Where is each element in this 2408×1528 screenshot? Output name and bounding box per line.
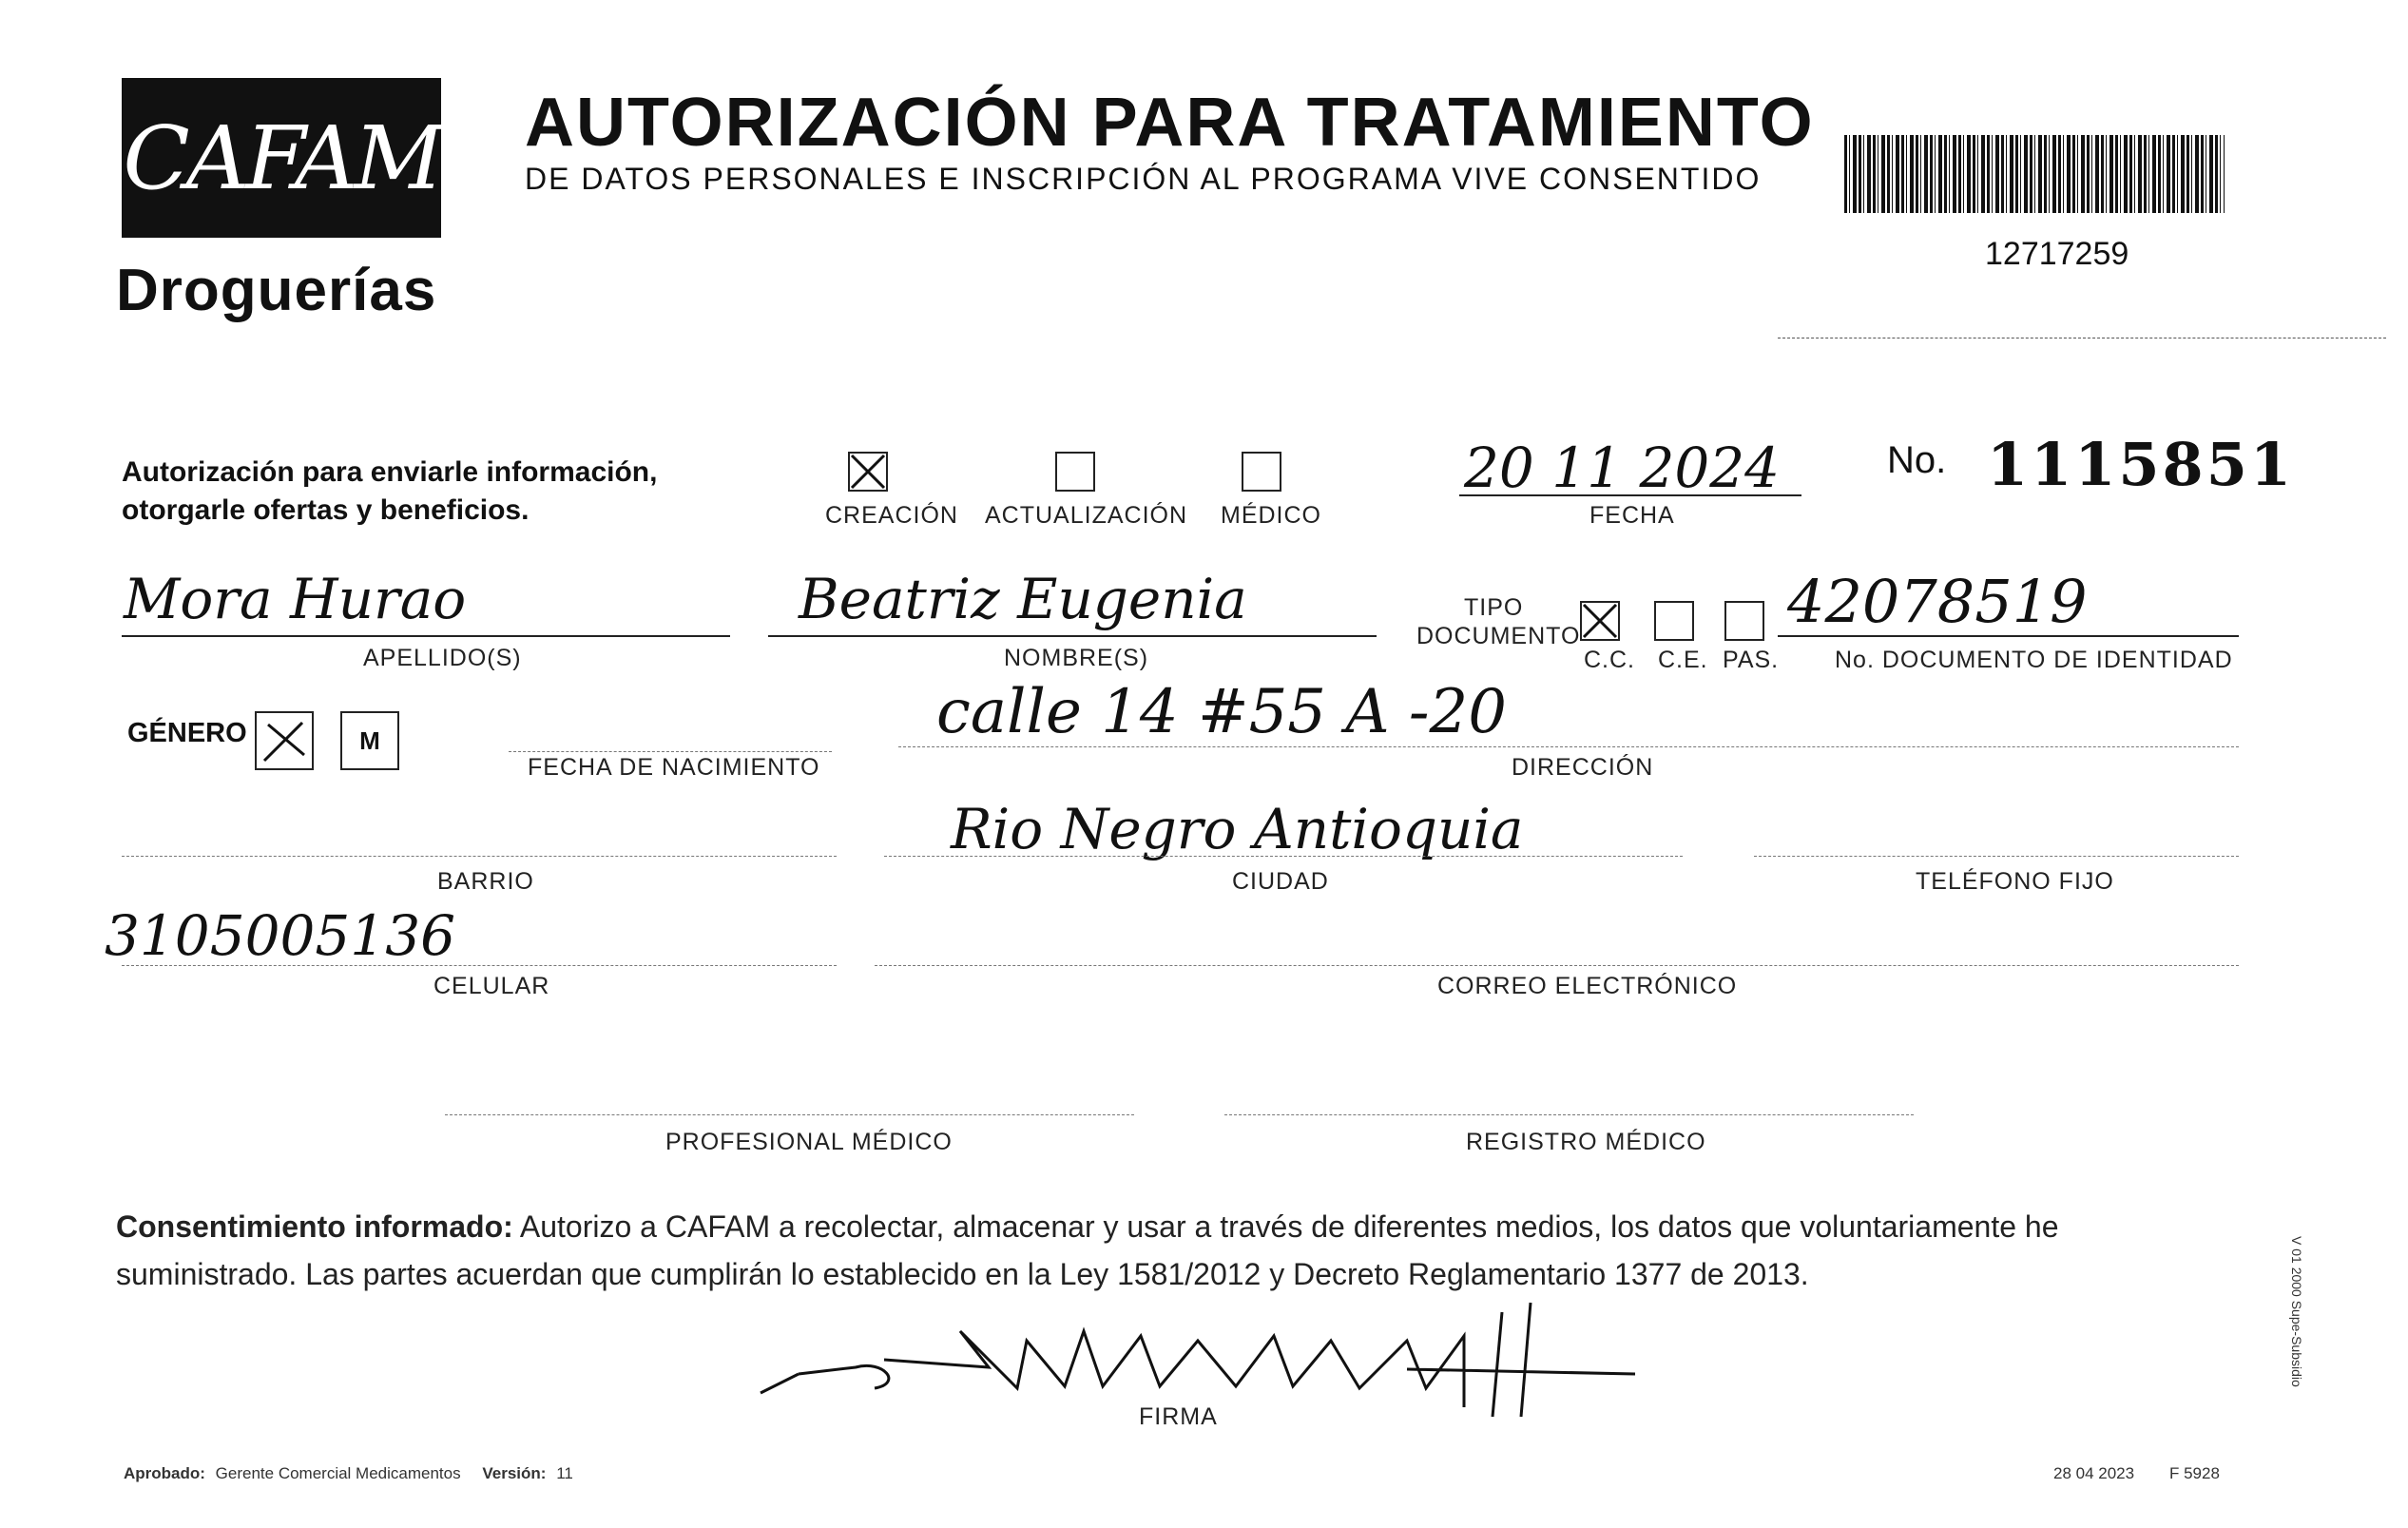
folio-prefix: No.: [1887, 439, 1947, 481]
check-x-icon: [257, 713, 312, 768]
signature-scribble: [742, 1293, 1673, 1417]
documento-label: No. DOCUMENTO DE IDENTIDAD: [1835, 647, 2233, 673]
barcode: [1844, 135, 2225, 213]
pas-checkbox[interactable]: [1724, 601, 1764, 641]
form-subtitle: DE DATOS PERSONALES E INSCRIPCIÓN AL PROGRAMA VIVE CONSENTIDO: [525, 162, 1762, 196]
genero-m-label: M: [359, 725, 380, 755]
approved-value: Gerente Comercial Medicamentos: [215, 1464, 461, 1482]
approved-label: Aprobado:: [124, 1464, 205, 1482]
date-value: 20 11 2024: [1464, 435, 1781, 500]
direccion-line: [898, 746, 2239, 747]
option-actualizacion-label: ACTUALIZACIÓN: [985, 502, 1188, 529]
genero-label: GÉNERO: [127, 718, 247, 748]
form-title: AUTORIZACIÓN PARA TRATAMIENTO: [525, 85, 1815, 161]
celular-line: [122, 965, 837, 966]
fecha-nacimiento-label: FECHA DE NACIMIENTO: [528, 754, 820, 781]
ciudad-line: [884, 856, 1683, 857]
option-creacion-label: CREACIÓN: [825, 502, 958, 529]
apellidos-line: [122, 635, 730, 637]
barcode-number: 12717259: [1985, 236, 2129, 272]
direccion-label: DIRECCIÓN: [1512, 754, 1654, 781]
registro-line: [1224, 1114, 1914, 1115]
documento-line: [1778, 635, 2239, 637]
genero-m-checkbox[interactable]: [340, 711, 399, 770]
cc-label: C.C.: [1584, 647, 1635, 673]
correo-line: [875, 965, 2239, 966]
tipo-label: TIPO: [1464, 594, 1524, 621]
consent-lead: Consentimiento informado:: [116, 1209, 513, 1244]
celular-value: 3105005136: [105, 903, 456, 968]
documento-tipo-label: DOCUMENTO: [1416, 623, 1581, 649]
logo-text: CAFAM: [123, 106, 440, 209]
celular-label: CELULAR: [433, 973, 550, 999]
ce-label: C.E.: [1658, 647, 1708, 673]
option-medico-label: MÉDICO: [1221, 502, 1321, 529]
version-value: 11: [556, 1464, 573, 1482]
fecha-nacimiento-line: [509, 751, 832, 752]
date-label: FECHA: [1589, 502, 1675, 529]
profesional-line: [445, 1114, 1134, 1115]
profesional-label: PROFESIONAL MÉDICO: [665, 1129, 953, 1155]
ciudad-value: Rio Negro Antioquia: [951, 797, 1524, 861]
genero-f-checkbox[interactable]: [255, 711, 314, 770]
barrio-line: [122, 856, 837, 857]
intro-line-1: Autorización para enviarle información,: [122, 456, 658, 488]
telefono-line: [1754, 856, 2239, 857]
consent-text: Autorizo a CAFAM a recolectar, almacenar y usar a través de diferentes medios, los datos que voluntariamente he suministrado. Las partes acuerdan que cumplirán lo establecido en la Ley 1581/2012 y Decreto Reglamentario 1377 de 2013.: [116, 1209, 2059, 1291]
correo-label: CORREO ELECTRÓNICO: [1437, 973, 1738, 999]
apellidos-value: Mora Hurao: [124, 567, 467, 631]
check-x-icon: [850, 454, 886, 490]
medico-checkbox[interactable]: [1242, 452, 1281, 492]
consent-paragraph: [116, 1203, 2245, 1298]
cafam-logo: [122, 78, 441, 238]
registro-label: REGISTRO MÉDICO: [1466, 1129, 1706, 1155]
documento-value: 42078519: [1787, 567, 2088, 636]
nombres-label: NOMBRE(S): [1004, 645, 1149, 671]
ce-checkbox[interactable]: [1654, 601, 1694, 641]
footer-code: F 5928: [2169, 1464, 2220, 1482]
apellidos-label: APELLIDO(S): [363, 645, 522, 671]
brand-subtitle: Droguerías: [116, 258, 437, 323]
vertical-note: V 01 2000 Supe-Subsidio: [2289, 1236, 2304, 1387]
pas-label: PAS.: [1723, 647, 1780, 673]
signature-label: FIRMA: [1139, 1403, 1218, 1430]
footer-approved: [124, 1464, 573, 1483]
ciudad-label: CIUDAD: [1232, 868, 1329, 895]
telefono-label: TELÉFONO FIJO: [1916, 868, 2114, 895]
actualizacion-checkbox[interactable]: [1055, 452, 1095, 492]
version-label: Versión:: [482, 1464, 547, 1482]
creacion-checkbox[interactable]: [848, 452, 888, 492]
barrio-label: BARRIO: [437, 868, 534, 895]
direccion-value: calle 14 #55 A -20: [936, 677, 1507, 747]
check-x-icon: [1582, 603, 1618, 639]
cc-checkbox[interactable]: [1580, 601, 1620, 641]
intro-line-2: otorgarle ofertas y beneficios.: [122, 494, 530, 526]
footer-date: 28 04 2023: [2053, 1464, 2135, 1482]
date-line: [1459, 494, 1801, 496]
nombres-line: [768, 635, 1377, 637]
nombres-value: Beatriz Eugenia: [799, 567, 1247, 631]
folio-number: 1115851: [1987, 430, 2294, 499]
